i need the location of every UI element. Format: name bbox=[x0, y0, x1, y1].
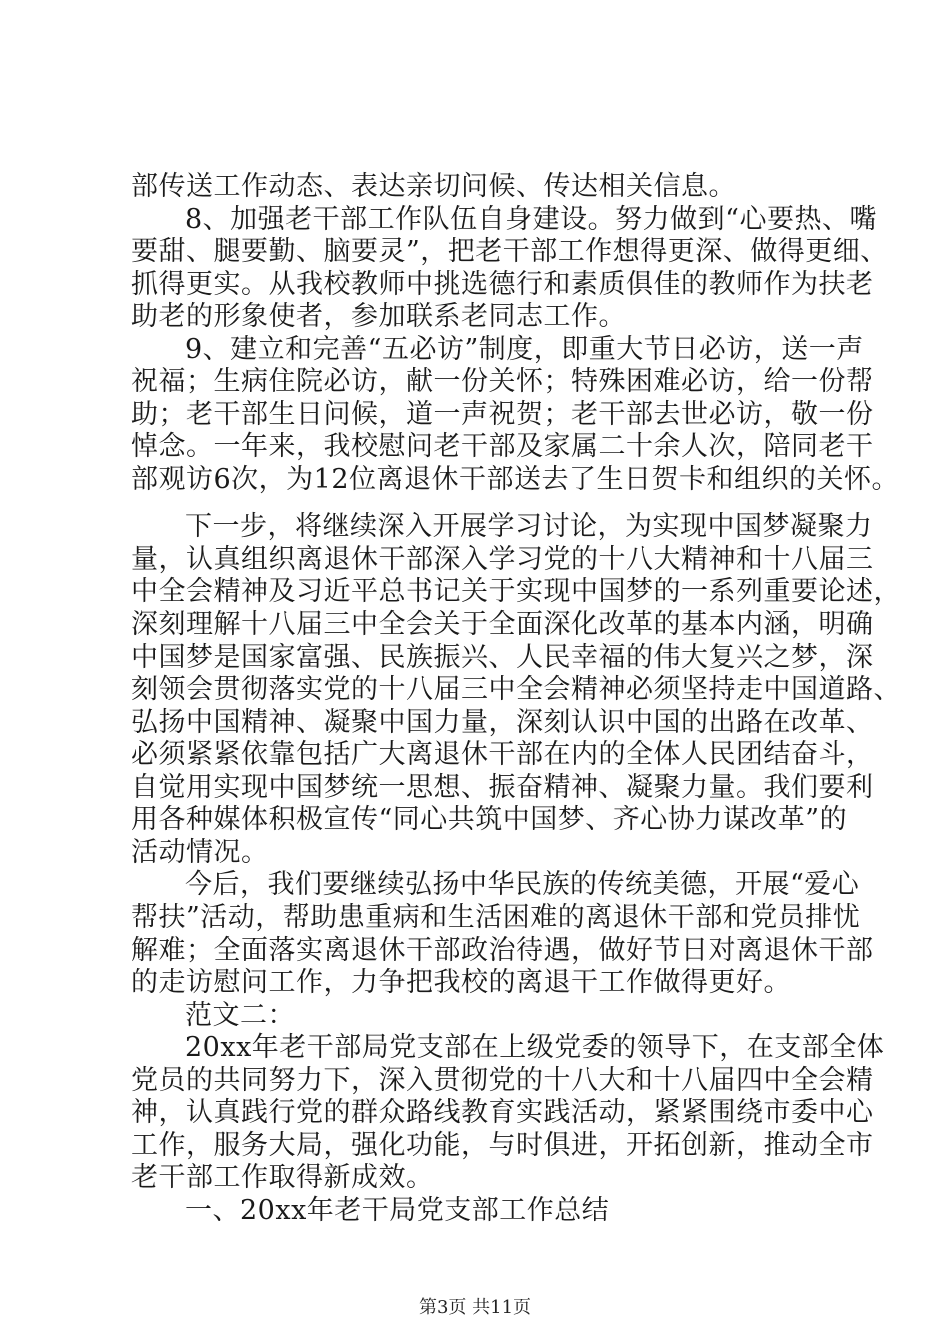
text-line: 祝福；生病住院必访，献一份关怀；特殊困难必访，给一份帮 bbox=[131, 366, 874, 397]
text-line: 党员的共同努力下，深入贯彻党的十八大和十八届四中全会精 bbox=[131, 1065, 874, 1096]
text-line: 下一步，将继续深入开展学习讨论，为实现中国梦凝聚力 bbox=[185, 511, 873, 542]
text-line: 帮扶”活动，帮助患重病和生活困难的离退休干部和党员排忧 bbox=[131, 902, 861, 933]
text-line: 中国梦是国家富强、民族振兴、人民幸福的伟大复兴之梦，深 bbox=[131, 642, 874, 673]
text-line: 刻领会贯彻落实党的十八届三中全会精神必须坚持走中国道路、 bbox=[131, 674, 901, 705]
text-line: 助老的形象使者，参加联系老同志工作。 bbox=[131, 301, 626, 332]
section-heading: 一、20xx年老干局党支部工作总结 bbox=[185, 1195, 610, 1226]
text-line: 20xx年老干部局党支部在上级党委的领导下，在支部全体 bbox=[185, 1032, 885, 1063]
text-line: 9、建立和完善“五必访”制度，即重大节日必访，送一声 bbox=[185, 334, 864, 365]
text-line: 部观访6次，为12位离退休干部送去了生日贺卡和组织的关怀。 bbox=[131, 464, 900, 495]
text-line: 部传送工作动态、表达亲切问候、传达相关信息。 bbox=[131, 171, 736, 202]
page-number-footer: 第3页 共11页 bbox=[418, 1297, 532, 1318]
section-heading: 范文二： bbox=[185, 1000, 295, 1031]
text-line: 抓得更实。从我校教师中挑选德行和素质俱佳的教师作为扶老 bbox=[131, 269, 874, 300]
text-line: 要甜、腿要勤、脑要灵”，把老干部工作想得更深、做得更细、 bbox=[131, 236, 888, 267]
text-line: 解难；全面落实离退休干部政治待遇，做好节日对离退休干部 bbox=[131, 935, 874, 966]
text-line: 助；老干部生日问候，道一声祝贺；老干部去世必访，敬一份 bbox=[131, 399, 874, 430]
text-line: 工作，服务大局，强化功能，与时俱进，开拓创新，推动全市 bbox=[131, 1130, 874, 1161]
text-line: 用各种媒体积极宣传“同心共筑中国梦、齐心协力谋改革”的 bbox=[131, 804, 848, 835]
text-line: 量，认真组织离退休干部深入学习党的十八大精神和十八届三 bbox=[131, 544, 874, 575]
text-line: 悼念。一年来，我校慰问老干部及家属二十余人次，陪同老干 bbox=[131, 431, 874, 462]
text-line: 中全会精神及习近平总书记关于实现中国梦的一系列重要论述， bbox=[131, 576, 901, 607]
text-line: 的走访慰问工作，力争把我校的离退干工作做得更好。 bbox=[131, 967, 791, 998]
text-line: 自觉用实现中国梦统一思想、振奋精神、凝聚力量。我们要利 bbox=[131, 772, 874, 803]
text-line: 弘扬中国精神、凝聚中国力量，深刻认识中国的出路在改革、 bbox=[131, 707, 874, 738]
text-line: 老干部工作取得新成效。 bbox=[131, 1162, 434, 1193]
text-line: 深刻理解十八届三中全会关于全面深化改革的基本内涵，明确 bbox=[131, 609, 874, 640]
text-line: 今后，我们要继续弘扬中华民族的传统美德，开展“爱心 bbox=[185, 869, 860, 900]
text-line: 8、加强老干部工作队伍自身建设。努力做到“心要热、嘴 bbox=[185, 204, 877, 235]
text-line: 必须紧紧依靠包括广大离退休干部在内的全体人民团结奋斗， bbox=[131, 739, 874, 770]
text-line: 神，认真践行党的群众路线教育实践活动，紧紧围绕市委中心 bbox=[131, 1097, 874, 1128]
text-line: 活动情况。 bbox=[131, 837, 269, 868]
